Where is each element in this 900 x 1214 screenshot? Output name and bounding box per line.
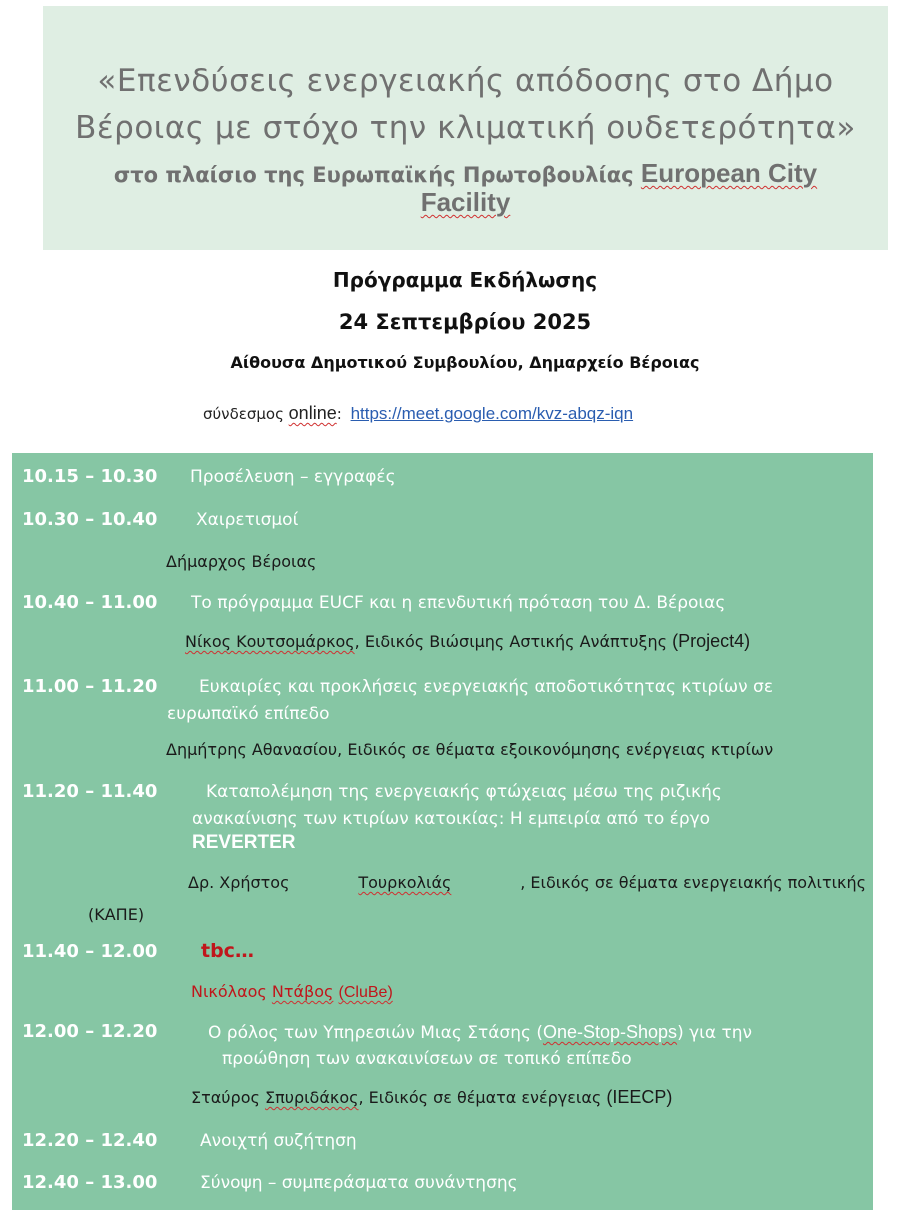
agenda-time-4: 11.00 – 11.20	[22, 676, 158, 697]
speaker-role-7: , Ειδικός σε θέματα ενέργειας	[358, 1088, 602, 1107]
agenda-speaker-6	[191, 982, 393, 1002]
agenda-time-7: 12.00 – 12.20	[22, 1021, 158, 1042]
agenda-title-8: Ανοιχτή συζήτηση	[200, 1131, 357, 1151]
agenda-speaker-3	[185, 631, 750, 652]
agenda-title-5-line-3: REVERTER	[192, 832, 296, 853]
agenda-speaker-7	[191, 1087, 672, 1108]
title-banner	[43, 6, 888, 250]
title-7-pre: Ο ρόλος των Υπηρεσιών Μιας Στάσης (	[208, 1023, 543, 1043]
online-link-line	[203, 403, 633, 424]
speaker-name-7: Σπυριδάκος	[264, 1088, 359, 1107]
agenda-title-6: tbc…	[201, 940, 254, 962]
program-venue: Αίθουσα Δημοτικού Συμβουλίου, Δημαρχείο Βέροιας	[230, 353, 700, 372]
speaker-prefix-7: Σταύρος	[191, 1088, 260, 1107]
agenda-panel	[12, 453, 873, 1210]
agenda-title-1: Προσέλευση – εγγραφές	[190, 467, 396, 487]
agenda-title-5-line-2: ανακαίνισης των κτιρίων κατοικίας: Η εμπειρία από το έργο	[192, 809, 711, 829]
agenda-title-2: Χαιρετισμοί	[196, 510, 299, 530]
speaker-prefix-5: Δρ. Χρήστος	[188, 873, 290, 892]
agenda-time-3: 10.40 – 11.00	[22, 592, 158, 613]
agenda-title-9: Σύνοψη – συμπεράσματα συνάντησης	[200, 1173, 518, 1193]
link-online-word: online	[288, 403, 337, 423]
event-title-line-1: «Επενδύσεις ενεργειακής απόδοσης στο Δήμο	[97, 63, 834, 99]
program-title: Πρόγραμμα Εκδήλωσης	[332, 268, 598, 292]
speaker-name-3: Νίκος Κουτσομάρκος	[185, 632, 355, 651]
agenda-time-5: 11.20 – 11.40	[22, 781, 158, 802]
agenda-speaker-2: Δήμαρχος Βέροιας	[166, 552, 317, 571]
speaker-org-7: (IEECP)	[606, 1087, 673, 1107]
agenda-title-5-line-1: Καταπολέμηση της ενεργειακής φτώχειας μέσω της ριζικής	[206, 782, 722, 802]
agenda-time-8: 12.20 – 12.40	[22, 1130, 158, 1151]
speaker-org-5: (ΚΑΠΕ)	[88, 905, 145, 924]
speaker-org-6: (CluBe)	[338, 984, 393, 1001]
agenda-time-1: 10.15 – 10.30	[22, 466, 158, 487]
agenda-time-6: 11.40 – 12.00	[22, 941, 158, 962]
agenda-speaker-4: Δημήτρης Αθανασίου, Ειδικός σε θέματα εξοικονόμησης ενέργειας κτιρίων	[166, 740, 774, 759]
agenda-title-4-line-2: ευρωπαϊκό επίπεδο	[167, 704, 330, 724]
link-label: σύνδεσμος	[203, 405, 284, 423]
speaker-name-6: Ντάβος	[271, 982, 334, 1001]
speaker-prefix-6: Νικόλαος	[191, 982, 267, 1001]
speaker-role-3: , Ειδικός Βιώσιμης Αστικής Ανάπτυξης	[354, 632, 667, 651]
subtitle-brand-continued: Facility	[420, 187, 511, 217]
agenda-title-7-line-1	[208, 1022, 752, 1043]
speaker-role-5: , Ειδικός σε θέματα ενεργειακής πολιτικής	[520, 873, 866, 892]
subtitle-brand: European City	[640, 158, 818, 188]
agenda-title-7-line-2: προώθηση των ανακαινίσεων σε τοπικό επίπεδο	[222, 1049, 632, 1069]
speaker-org-3: (Project4)	[672, 631, 751, 651]
speaker-name-5: Τουρκολιάς	[358, 873, 452, 892]
agenda-title-3: Το πρόγραμμα EUCF και η επενδυτική πρόταση του Δ. Βέροιας	[191, 593, 726, 613]
agenda-title-4-line-1: Ευκαιρίες και προκλήσεις ενεργειακής αποδοτικότητας κτιρίων σε	[199, 677, 774, 697]
agenda-time-2: 10.30 – 10.40	[22, 509, 158, 530]
agenda-speaker-5	[188, 873, 866, 892]
title-7-post: ) για την	[677, 1023, 753, 1043]
link-colon: :	[336, 405, 342, 423]
meeting-link[interactable]: https://meet.google.com/kvz-abqz-iqn	[350, 404, 634, 423]
agenda-time-9: 12.40 – 13.00	[22, 1172, 158, 1193]
subtitle-prefix: στο πλαίσιο της Ευρωπαϊκής Πρωτοβουλίας	[113, 163, 634, 187]
event-subtitle	[43, 158, 888, 189]
title-7-brand: One-Stop-Shops	[542, 1022, 678, 1042]
event-title-line-2: Βέροιας με στόχο την κλιματική ουδετερότητα»	[75, 110, 856, 146]
program-date: 24 Σεπτεμβρίου 2025	[338, 310, 592, 334]
